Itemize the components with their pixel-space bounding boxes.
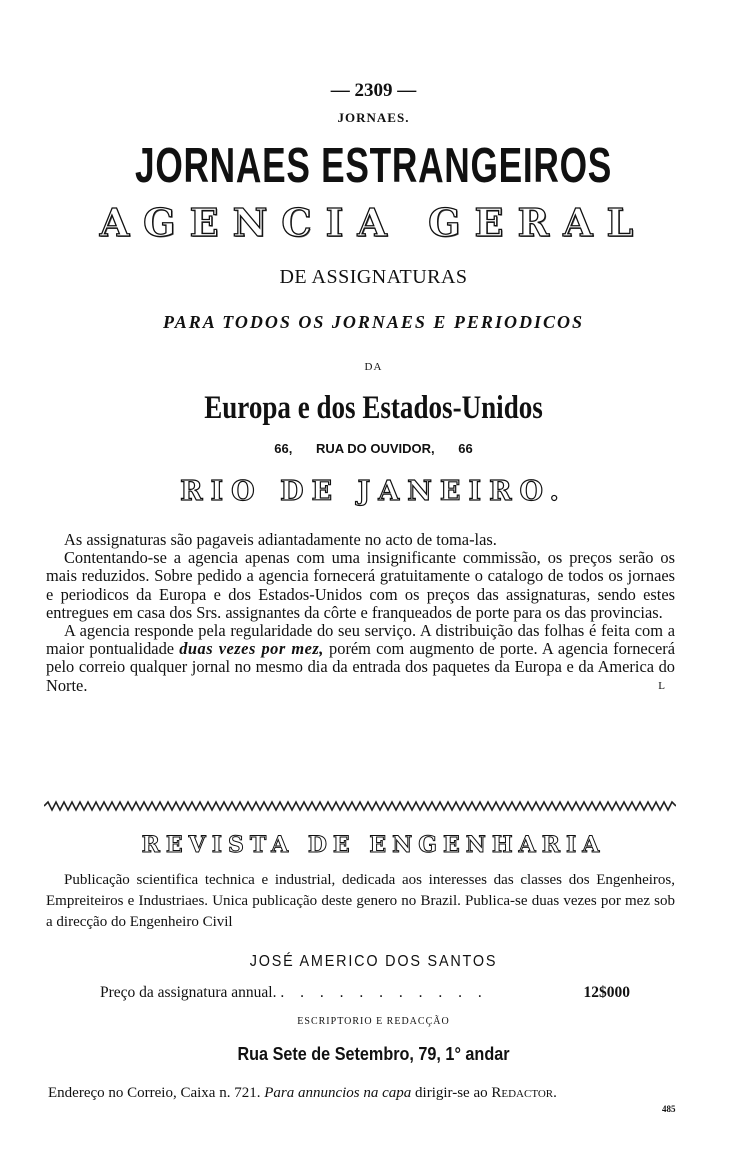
agency-paragraph-2: Contentando-se a agencia apenas com uma insignificante commissão, os preços serão os mais reduzidos. Sobre pedido a agencia fornecerá gratuitamente o catalogo de todos os jornaes e periodicos da Europa e dos Estados-Unidos com os preços das assignaturas, sendo estes entregues em casa dos Srs. assignantes da côrte e franqueados de porte para os das provincias. bbox=[46, 548, 675, 622]
agency-paragraph-3-start: A agencia responde pela regularidade do seu serviço. A distribuição das folhas é feita com a maior pontualidade bbox=[46, 621, 675, 659]
contact-italic: Para annuncios na capa bbox=[264, 1085, 412, 1101]
delivery-frequency: duas vezes por mez, bbox=[179, 639, 324, 659]
section-heading: JORNAES. bbox=[337, 110, 410, 125]
contact-start: Endereço no Correio, Caixa n. 721. bbox=[48, 1085, 261, 1101]
price-line bbox=[100, 984, 630, 1002]
revista-description-text: Publicação scientifica technica e industrial, dedicada aos interesses das classes dos Engenheiros, Empreiteiros e Industriaes. Unica publicação deste genero no Brazil. Publica-se duas vezes por mez sob a direcção do Engenheiro Civil bbox=[46, 872, 675, 930]
print-mark: 485 bbox=[662, 1104, 676, 1114]
price-value: 12$000 bbox=[583, 984, 630, 1001]
price-leader-dots: . . . . . . . . . . . bbox=[280, 984, 488, 1001]
agency-connector: DA bbox=[364, 361, 383, 373]
office-street: Rua Sete de Setembro, 79, 1° andar bbox=[237, 1044, 510, 1064]
revista-author: JOSÉ AMERICO DOS SANTOS bbox=[249, 953, 498, 970]
agency-city: RIO DE JANEIRO. bbox=[180, 476, 567, 507]
agency-description bbox=[46, 531, 675, 695]
address-number-left: 66, bbox=[274, 441, 293, 456]
contact-line bbox=[48, 1085, 688, 1102]
agency-address bbox=[0, 441, 747, 456]
page-number: — 2309 — bbox=[330, 80, 417, 101]
contact-mid: dirigir-se ao bbox=[415, 1085, 488, 1101]
ornamental-divider bbox=[44, 800, 676, 812]
agency-title: JORNAES ESTRANGEIROS bbox=[134, 139, 613, 193]
agency-region: Europa e dos Estados-Unidos bbox=[204, 390, 543, 426]
address-number-right: 66 bbox=[458, 441, 473, 456]
address-street: RUA DO OUVIDOR, bbox=[315, 441, 435, 456]
price-label: Preço da assignatura annual. bbox=[100, 984, 277, 1001]
agency-subtitle-ornate: AGENCIA GERAL bbox=[99, 200, 648, 245]
agency-paragraph-3 bbox=[46, 622, 675, 695]
agency-paragraph-1: As assignaturas são pagaveis adiantadamente no acto de toma-las. bbox=[64, 530, 497, 549]
revista-title: REVISTA DE ENGENHARIA bbox=[141, 832, 606, 858]
contact-end: Redactor. bbox=[491, 1085, 557, 1101]
office-label: ESCRIPTORIO E REDACÇÃO bbox=[297, 1016, 450, 1027]
agency-paragraph-3-end: porém com augmento de porte. A agencia fornecerá pelo correio qualquer jornal no mesmo dia da entrada dos paquetes da Europa e da America do Norte. bbox=[46, 639, 675, 695]
agency-scope: PARA TODOS OS JORNAES E PERIODICOS bbox=[163, 312, 584, 332]
signature-mark: L bbox=[658, 679, 665, 692]
revista-description bbox=[46, 870, 675, 933]
agency-subtitle: DE ASSIGNATURAS bbox=[279, 266, 468, 288]
